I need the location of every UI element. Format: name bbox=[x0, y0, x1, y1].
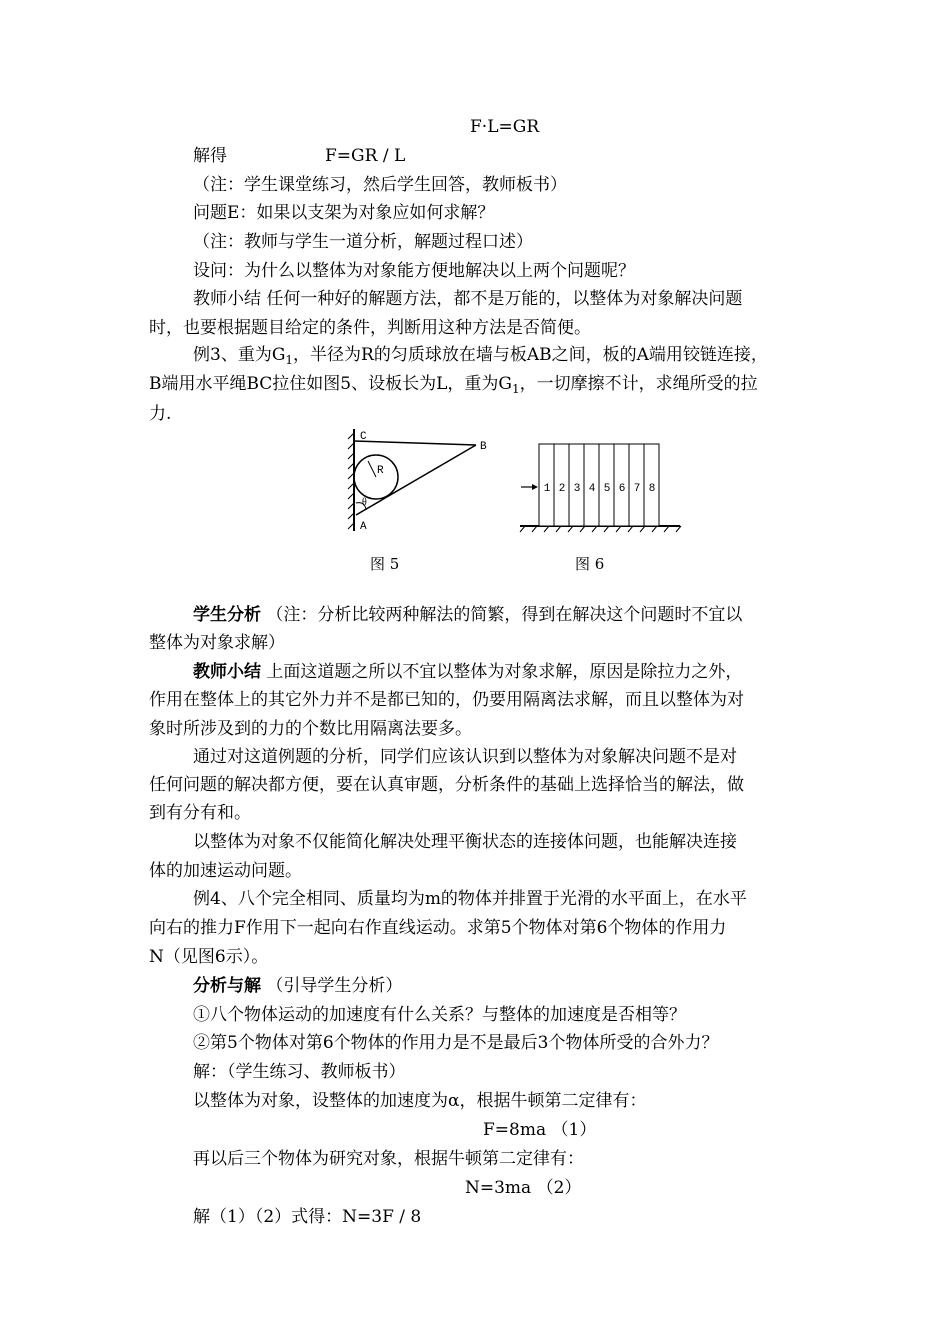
bold-heading: 教师小结 bbox=[193, 662, 261, 682]
note-line: （注：学生课堂练习，然后学生回答，教师板书） bbox=[193, 175, 567, 195]
text-span: 例3、重为G bbox=[193, 345, 286, 365]
figure-6-caption: 图 6 bbox=[575, 555, 605, 573]
text-span: B端用水平绳BC拉住如图5、设板长为L，重为G bbox=[149, 374, 512, 394]
equation-fl-gr: F·L=GR bbox=[470, 117, 540, 137]
paragraph-line: 到有分有和。 bbox=[149, 803, 251, 823]
label-r: R bbox=[377, 465, 384, 477]
block-label: 1 bbox=[543, 483, 551, 495]
block-label: 3 bbox=[573, 483, 581, 495]
block-label: 4 bbox=[588, 483, 596, 495]
paragraph-line: 教师小结 任何一种好的解题方法，都不是万能的，以整体为对象解决问题 bbox=[193, 289, 743, 309]
paragraph-line: 象时所涉及到的力的个数比用隔离法要多。 bbox=[149, 719, 472, 739]
label-c: C bbox=[360, 431, 367, 443]
block-label: 7 bbox=[633, 483, 641, 495]
block-label: 6 bbox=[618, 483, 626, 495]
figure-5-diagram bbox=[340, 425, 500, 535]
paragraph-line: 力. bbox=[149, 404, 172, 424]
question-e: 问题E：如果以支架为对象应如何求解？ bbox=[193, 203, 495, 223]
teacher-summary-line bbox=[193, 661, 742, 683]
student-analysis-line bbox=[193, 604, 742, 626]
example-4-line: 例4、八个完全相同、质量均为m的物体并排置于光滑的水平面上，在水平 bbox=[193, 889, 747, 909]
label-theta: θ bbox=[362, 497, 367, 508]
bold-heading: 学生分析 bbox=[193, 605, 261, 625]
text-span: 上面这道题之所以不宜以整体为对象求解，原因是除拉力之外， bbox=[261, 662, 743, 682]
bold-heading: 分析与解 bbox=[193, 976, 261, 996]
paragraph-line: 以整体为对象，设整体的加速度为α，根据牛顿第二定律有： bbox=[193, 1091, 647, 1111]
subscript: 1 bbox=[512, 382, 520, 396]
text-jiede: 解得 bbox=[193, 146, 227, 166]
text-span: （引导学生分析） bbox=[261, 976, 403, 996]
question-line: 设问：为什么以整体为对象能方便地解决以上两个问题呢？ bbox=[193, 261, 635, 281]
subscript: 1 bbox=[285, 353, 294, 367]
equation-2: N=3ma （2） bbox=[465, 1178, 582, 1198]
label-b: B bbox=[480, 441, 487, 453]
example-3-line bbox=[149, 373, 758, 400]
paragraph-line: 整体为对象求解） bbox=[149, 633, 285, 653]
paragraph-line: 再以后三个物体为研究对象，根据牛顿第二定律有： bbox=[193, 1149, 584, 1169]
block-label: 2 bbox=[558, 483, 566, 495]
note-line: （注：教师与学生一道分析，解题过程口述） bbox=[193, 232, 533, 252]
paragraph-line: 向右的推力F作用下一起向右作直线运动。求第5个物体对第6个物体的作用力 bbox=[149, 918, 727, 938]
figure-6-diagram bbox=[515, 440, 685, 535]
label-a: A bbox=[360, 521, 367, 533]
block-label: 5 bbox=[603, 483, 611, 495]
paragraph-line: 以整体为对象不仅能简化解决处理平衡状态的连接体问题，也能解决连接 bbox=[193, 832, 737, 852]
question-1: ①八个物体运动的加速度有什么关系？与整体的加速度是否相等？ bbox=[193, 1005, 686, 1025]
rope-bc bbox=[354, 441, 476, 445]
final-result: 解（1）（2）式得：N=3F / 8 bbox=[193, 1207, 422, 1227]
paragraph-line: N（见图6示）。 bbox=[149, 947, 269, 967]
text-span: ，一切摩擦不计，求绳所受的拉 bbox=[519, 374, 758, 394]
paragraph-line: 任何问题的解决都方便，要在认真审题，分析条件的基础上选择恰当的解法，做 bbox=[149, 775, 744, 795]
equation-1: F=8ma （1） bbox=[483, 1120, 597, 1140]
paragraph-line: 通过对这道例题的分析，同学们应该认识到以整体为对象解决问题不是对 bbox=[193, 747, 737, 767]
force-arrow-head bbox=[532, 484, 538, 490]
radius-line bbox=[368, 461, 376, 477]
paragraph-line: 时，也要根据题目给定的条件，判断用这种方法是否简便。 bbox=[149, 318, 591, 338]
text-span: ，半径为R的匀质球放在墙与板AB之间，板的A端用铰链连接， bbox=[293, 345, 768, 365]
solution-heading: 解：（学生练习、教师板书） bbox=[193, 1062, 406, 1082]
blocks-group bbox=[539, 444, 659, 526]
paragraph-line: 作用在整体上的其它外力并不是都已知的，仍要用隔离法求解，而且以整体为对 bbox=[149, 690, 744, 710]
text-span: （注：分析比较两种解法的简繁，得到在解决这个问题时不宜以 bbox=[266, 605, 743, 625]
equation-f-result: F=GR / L bbox=[325, 146, 406, 166]
example-3-line bbox=[193, 344, 768, 371]
block-label: 8 bbox=[648, 483, 656, 495]
analysis-heading-line bbox=[193, 975, 402, 997]
paragraph-line: 体的加速运动问题。 bbox=[149, 861, 302, 881]
figure-5-caption: 图 5 bbox=[370, 555, 400, 573]
question-2: ②第5个物体对第6个物体的作用力是不是最后3个物体所受的合外力？ bbox=[193, 1033, 719, 1053]
